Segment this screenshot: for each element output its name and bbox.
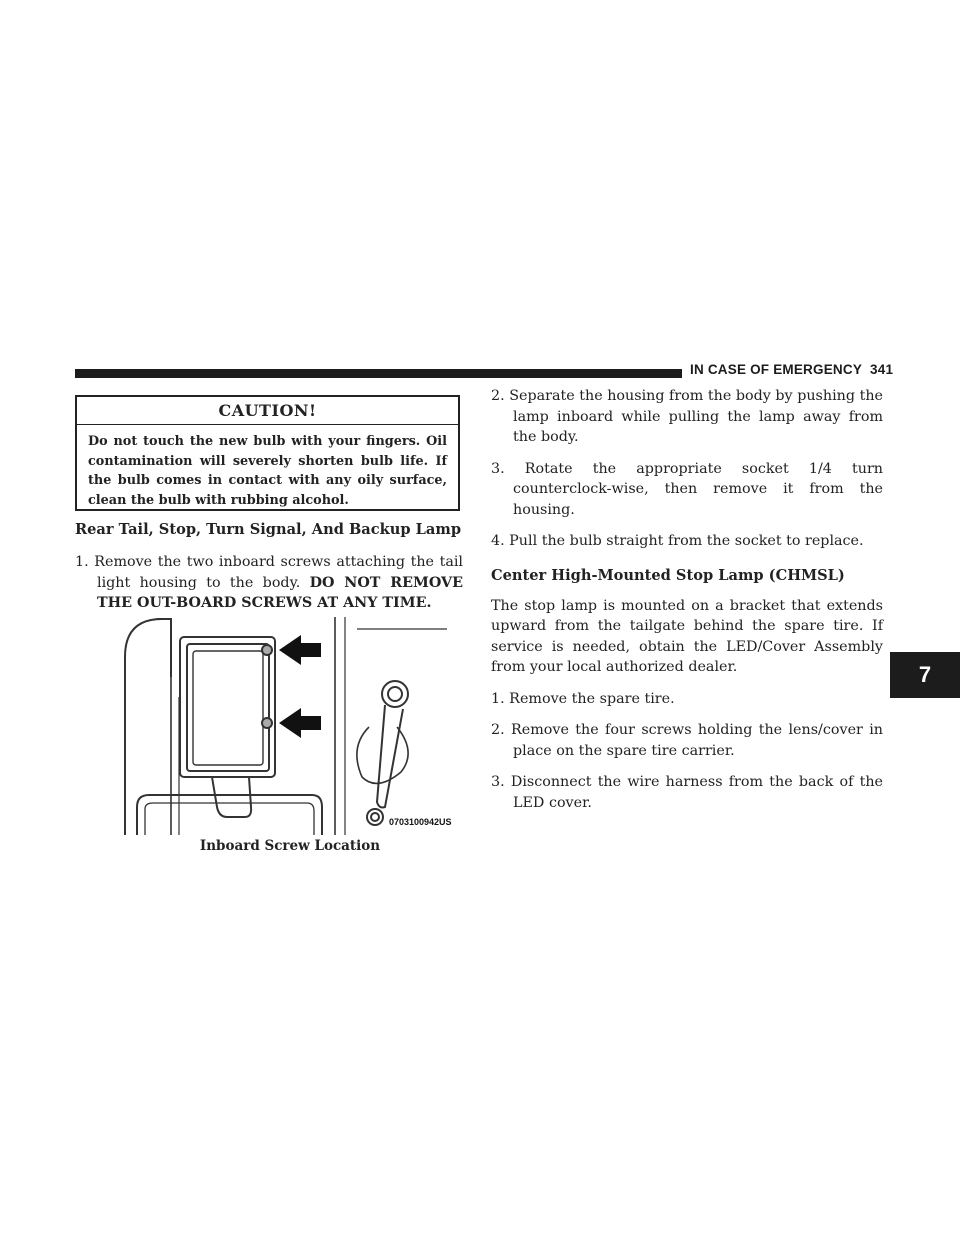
figure-caption: Inboard Screw Location: [199, 838, 381, 854]
chapter-tab: 7: [890, 652, 960, 698]
figure-code: 0703100942US: [389, 817, 452, 827]
header-rule: [75, 369, 682, 378]
step-4: 4. Pull the bulb straight from the socket to replace.: [491, 533, 864, 549]
step-2: 2. Separate the housing from the body by pushing the lamp inboard while pulling the lamp away from the body.: [491, 388, 883, 445]
section-title: IN CASE OF EMERGENCY: [690, 362, 863, 377]
section-heading-rear-lamp: Rear Tail, Stop, Turn Signal, And Backup Lamp: [75, 521, 462, 538]
chmsl-intro: The stop lamp is mounted on a bracket that extends upward from the tailgate behind the spare tire. If service is needed, obtain the LED/Cover Assembly from your local authorized dealer.: [491, 597, 883, 675]
step-1: [75, 552, 463, 614]
running-header: [690, 362, 894, 377]
left-column: [75, 520, 463, 614]
step-1-warning: DO NOT REMOVE THE OUT-BOARD SCREWS AT ANY TIME.: [97, 574, 464, 611]
caution-title: CAUTION!: [77, 397, 458, 425]
inboard-screw-illustration: [117, 617, 475, 835]
step-1-text: 1. Remove the two inboard screws attaching the tail light housing to the body.: [75, 554, 463, 591]
page-number: 341: [870, 362, 894, 377]
caution-box: [75, 395, 460, 511]
step-3: 3. Rotate the appropriate socket 1/4 turn counterclock-wise, then remove it from the housing.: [491, 460, 883, 518]
chmsl-step-2: 2. Remove the four screws holding the lens/cover in place on the spare tire carrier.: [491, 722, 883, 759]
right-column: [491, 386, 883, 813]
section-heading-chmsl: Center High-Mounted Stop Lamp (CHMSL): [491, 566, 845, 584]
chmsl-step-1: 1. Remove the spare tire.: [491, 690, 675, 707]
caution-body: Do not touch the new bulb with your fingers. Oil contamination will severely shorten bulb life. If the bulb comes in contact with any oily surface, clean the bulb with rubbing alcohol.: [88, 434, 447, 508]
chmsl-step-3: 3. Disconnect the wire harness from the back of the LED cover.: [491, 774, 883, 811]
